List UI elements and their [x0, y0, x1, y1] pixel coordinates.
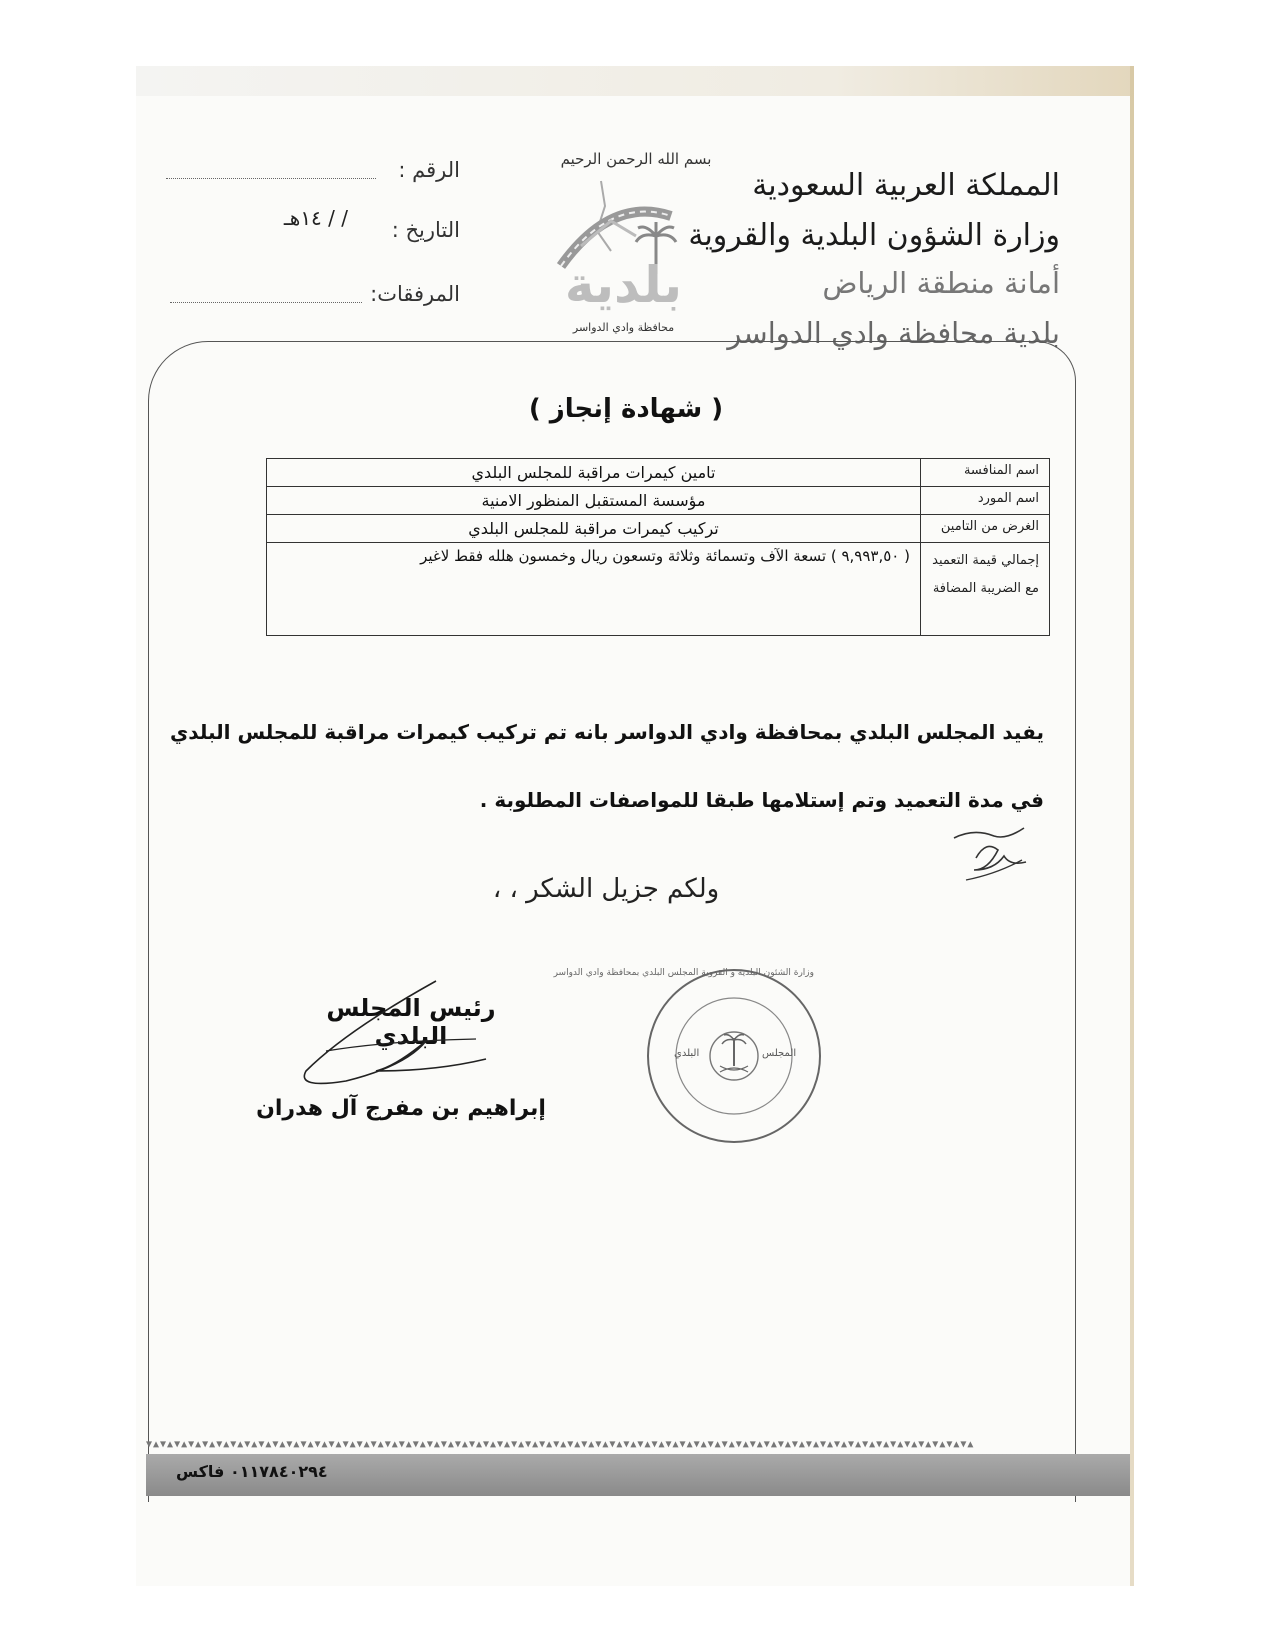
stamp-seal-icon [553, 966, 824, 1146]
stamp-left-word: المجلس [762, 1048, 797, 1059]
row-label: إجمالي قيمة التعميد مع الضريبة المضافة [921, 543, 1050, 636]
paper-edge [1130, 66, 1134, 1586]
org-line-ministry: وزارة الشؤون البلدية والقروية [688, 218, 1060, 253]
thanks-text: ولكم جزيل الشكر ، ، [492, 874, 720, 904]
attachments-line [170, 302, 362, 303]
paper-top-shadow [136, 66, 1132, 96]
table-row [267, 543, 1050, 636]
basmala: بسم الله الرحمن الرحيم [560, 150, 712, 168]
signature-scribble-icon [286, 971, 526, 1101]
number-label: الرقم : [398, 158, 460, 182]
info-table [266, 458, 1050, 636]
date-value: / / ١٤هـ [283, 206, 348, 230]
handwritten-initials-icon [946, 818, 1046, 888]
row-label: اسم المورد [921, 487, 1050, 515]
certificate-title: ( شهادة إنجاز ) [528, 394, 724, 424]
row-label: اسم المنافسة [921, 459, 1050, 487]
row-value: مؤسسة المستقبل المنظور الامنية [267, 487, 921, 515]
table-row [267, 487, 1050, 515]
footer-contact-bar [146, 1454, 1132, 1496]
logo-main-text: بلدية [564, 256, 683, 314]
municipality-logo [541, 176, 706, 336]
stamp-right-word: البلدي [674, 1048, 700, 1059]
logo-sub-text: محافظة وادي الدواسر [572, 321, 675, 334]
document-page [136, 66, 1132, 1586]
footer-fax: ٠١١٧٨٤٠٢٩٤ فاكس [176, 1462, 328, 1481]
signatory-name: إبراهيم بن مفرج آل هدران [256, 1096, 546, 1121]
footer-ornament: ▼▲▼▲▼▲▼▲▼▲▼▲▼▲▼▲▼▲▼▲▼▲▼▲▼▲▼▲▼▲▼▲▼▲▼▲▼▲▼▲▼▲▼▲▼▲▼▲▼▲▼▲▼▲▼▲▼▲▼▲▼▲▼▲▼▲▼▲▼▲▼▲▼▲▼▲▼▲▼▲▼▲▼▲▼▲▼▲▼▲▼▲▼▲▼▲▼▲▼▲▼▲▼▲▼▲▼▲▼▲▼▲▼▲▼▲▼▲ [146, 1439, 975, 1450]
body-line-1: يفيد المجلس البلدي بمحافظة وادي الدواسر بانه تم تركيب كيمرات مراقبة للمجلس البلدي [169, 720, 1044, 744]
org-line-region: أمانة منطقة الرياض [822, 266, 1060, 300]
table-row [267, 515, 1050, 543]
org-line-kingdom: المملكة العربية السعودية [752, 168, 1060, 203]
stamp-ring-text: وزارة الشئون البلدية و القروية المجلس البلدي بمحافظة وادي الدواسر [553, 968, 814, 978]
date-label: التاريخ : [391, 218, 460, 242]
body-line-2: في مدة التعميد وتم إستلامها طبقا للمواصفات المطلوبة . [479, 788, 1044, 812]
org-line-municipality: بلدية محافظة وادي الدواسر [727, 316, 1060, 350]
official-stamp [553, 966, 824, 1146]
row-label: الغرض من التامين [921, 515, 1050, 543]
row-value: تركيب كيمرات مراقبة للمجلس البلدي [267, 515, 921, 543]
number-line [166, 178, 376, 179]
table-row [267, 459, 1050, 487]
attachments-label: المرفقات: [370, 282, 460, 306]
row-value: تامين كيمرات مراقبة للمجلس البلدي [267, 459, 921, 487]
row-value: ( ٩,٩٩٣,٥٠ ) تسعة الآف وتسمائة وثلاثة وتسعون ريال وخمسون هلله فقط لاغير [267, 543, 921, 636]
signatory-title: رئيس المجلس البلدي [326, 994, 496, 1050]
